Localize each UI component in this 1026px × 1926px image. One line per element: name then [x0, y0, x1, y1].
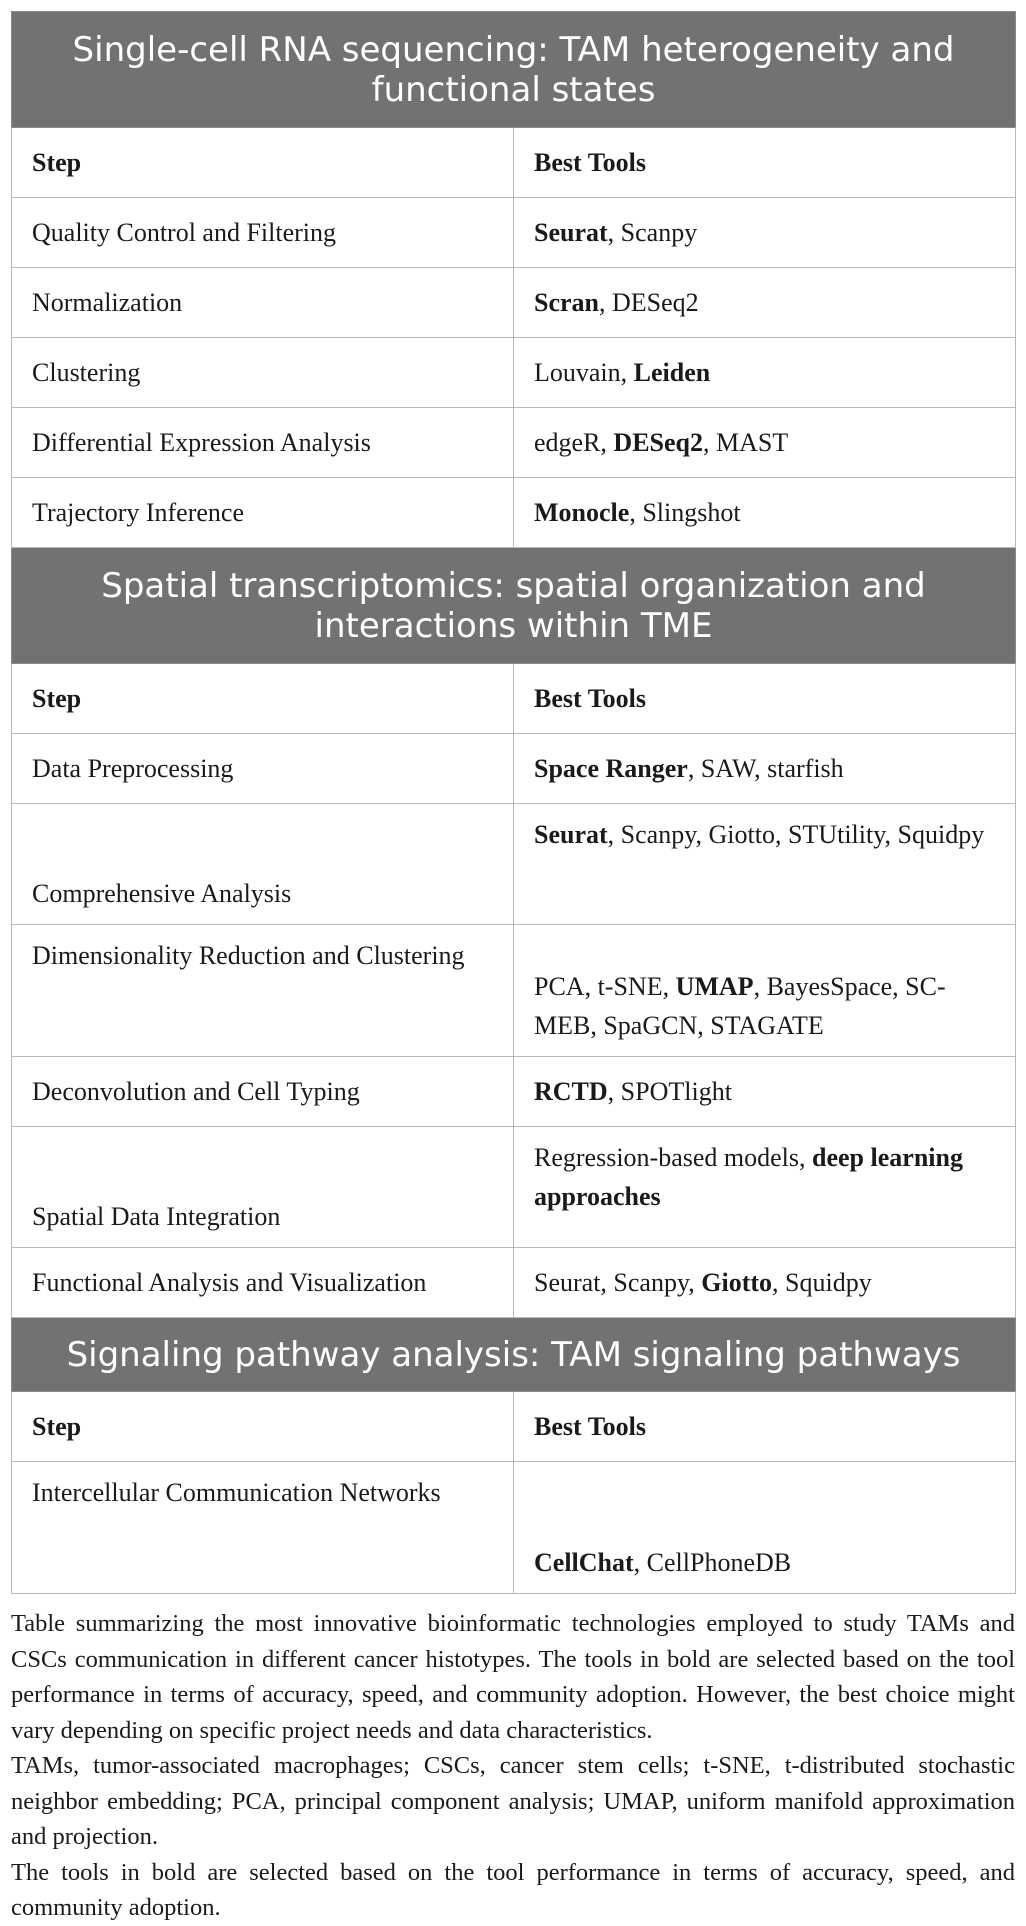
tool-name-bold: Seurat — [534, 218, 608, 247]
best-tools-cell — [514, 1057, 1016, 1127]
tool-name-bold: Scran — [534, 288, 599, 317]
tool-name-bold: deep learning approaches — [534, 1143, 963, 1211]
section-title: Spatial transcriptomics: spatial organization and interactions within TME — [12, 548, 1016, 664]
step-cell: Quality Control and Filtering — [12, 198, 514, 268]
tools-table — [11, 11, 1016, 1594]
tool-name-bold: Space Ranger — [534, 754, 688, 783]
table-row — [12, 925, 1016, 1057]
table-row — [12, 198, 1016, 268]
table-row — [12, 1462, 1016, 1594]
footnote-paragraph: Table summarizing the most innovative bioinformatic technologies employed to study TAMs and CSCs communication in different cancer histotypes. The tools in bold are selected based on the tool performance in terms of accuracy, speed, and community adoption. However, the best choice might vary depending on specific project needs and data characteristics. — [11, 1610, 1015, 1744]
tool-name: , MAST — [703, 428, 789, 457]
step-cell: Clustering — [12, 338, 514, 408]
step-cell: Intercellular Communication Networks — [12, 1462, 514, 1594]
best-tools-cell — [514, 268, 1016, 338]
tool-name-bold: Giotto — [701, 1268, 773, 1297]
best-tools-cell — [514, 338, 1016, 408]
table-row — [12, 268, 1016, 338]
tool-name: , BayesSpace, SC-MEB, SpaGCN, STAGATE — [534, 972, 946, 1040]
column-header-tools: Best Tools — [514, 128, 1016, 198]
best-tools-cell — [514, 804, 1016, 925]
table-footnotes — [11, 1606, 1015, 1926]
tool-name-bold: UMAP — [675, 972, 754, 1001]
step-cell: Differential Expression Analysis — [12, 408, 514, 478]
tool-name: , Scanpy — [607, 218, 698, 247]
best-tools-cell — [514, 925, 1016, 1057]
table-row — [12, 1248, 1016, 1318]
best-tools-cell — [514, 1127, 1016, 1248]
footnote-paragraph: TAMs, tumor-associated macrophages; CSCs, cancer stem cells; t-SNE, t-distributed stochastic neighbor embedding; PCA, principal component analysis; UMAP, uniform manifold approximation and projection. — [11, 1752, 1015, 1850]
tool-name: , DESeq2 — [599, 288, 699, 317]
tool-name-bold: DESeq2 — [613, 428, 703, 457]
table-row — [12, 1057, 1016, 1127]
tool-name: Seurat, Scanpy, — [534, 1268, 702, 1297]
column-header-step: Step — [12, 1392, 514, 1462]
column-header-tools: Best Tools — [514, 664, 1016, 734]
section-title: Signaling pathway analysis: TAM signaling pathways — [12, 1318, 1016, 1392]
step-cell: Deconvolution and Cell Typing — [12, 1057, 514, 1127]
tool-name: , Scanpy, Giotto, STUtility, Squidpy — [607, 820, 985, 849]
step-cell: Dimensionality Reduction and Clustering — [12, 925, 514, 1057]
step-cell: Normalization — [12, 268, 514, 338]
tool-name-bold: RCTD — [534, 1077, 608, 1106]
tool-name-bold: Seurat — [534, 820, 608, 849]
tool-name-bold: Monocle — [534, 498, 630, 527]
table-body — [12, 12, 1016, 1594]
section-header-row — [12, 1318, 1016, 1392]
table-row — [12, 478, 1016, 548]
column-header-step: Step — [12, 128, 514, 198]
tool-name-bold: Leiden — [633, 358, 711, 387]
column-header-row — [12, 128, 1016, 198]
column-header-step: Step — [12, 664, 514, 734]
tool-name: PCA, t-SNE, — [534, 972, 676, 1001]
tool-name: Regression-based models, — [534, 1143, 813, 1172]
tool-name: , Slingshot — [629, 498, 741, 527]
tool-name: , SAW, starfish — [687, 754, 844, 783]
best-tools-cell — [514, 408, 1016, 478]
step-cell: Trajectory Inference — [12, 478, 514, 548]
column-header-row — [12, 1392, 1016, 1462]
document — [11, 11, 1015, 1926]
table-row — [12, 1127, 1016, 1248]
step-cell: Functional Analysis and Visualization — [12, 1248, 514, 1318]
tool-name: , CellPhoneDB — [633, 1548, 792, 1577]
column-header-row — [12, 664, 1016, 734]
tool-name: Louvain, — [534, 358, 634, 387]
best-tools-cell — [514, 478, 1016, 548]
tool-name-bold: CellChat — [534, 1548, 634, 1577]
column-header-tools: Best Tools — [514, 1392, 1016, 1462]
tool-name: edgeR, — [534, 428, 614, 457]
table-row — [12, 338, 1016, 408]
section-header-row — [12, 12, 1016, 128]
best-tools-cell — [514, 1248, 1016, 1318]
tool-name: , SPOTlight — [607, 1077, 732, 1106]
table-row — [12, 408, 1016, 478]
step-cell: Spatial Data Integration — [12, 1127, 514, 1248]
best-tools-cell — [514, 734, 1016, 804]
table-row — [12, 804, 1016, 925]
section-title: Single-cell RNA sequencing: TAM heterogeneity and functional states — [12, 12, 1016, 128]
best-tools-cell — [514, 198, 1016, 268]
footnote-paragraph: The tools in bold are selected based on the tool performance in terms of accuracy, speed, and community adoption. — [11, 1858, 1015, 1921]
table-row — [12, 734, 1016, 804]
step-cell: Data Preprocessing — [12, 734, 514, 804]
step-cell: Comprehensive Analysis — [12, 804, 514, 925]
section-header-row — [12, 548, 1016, 664]
tool-name: , Squidpy — [772, 1268, 872, 1297]
best-tools-cell — [514, 1462, 1016, 1594]
